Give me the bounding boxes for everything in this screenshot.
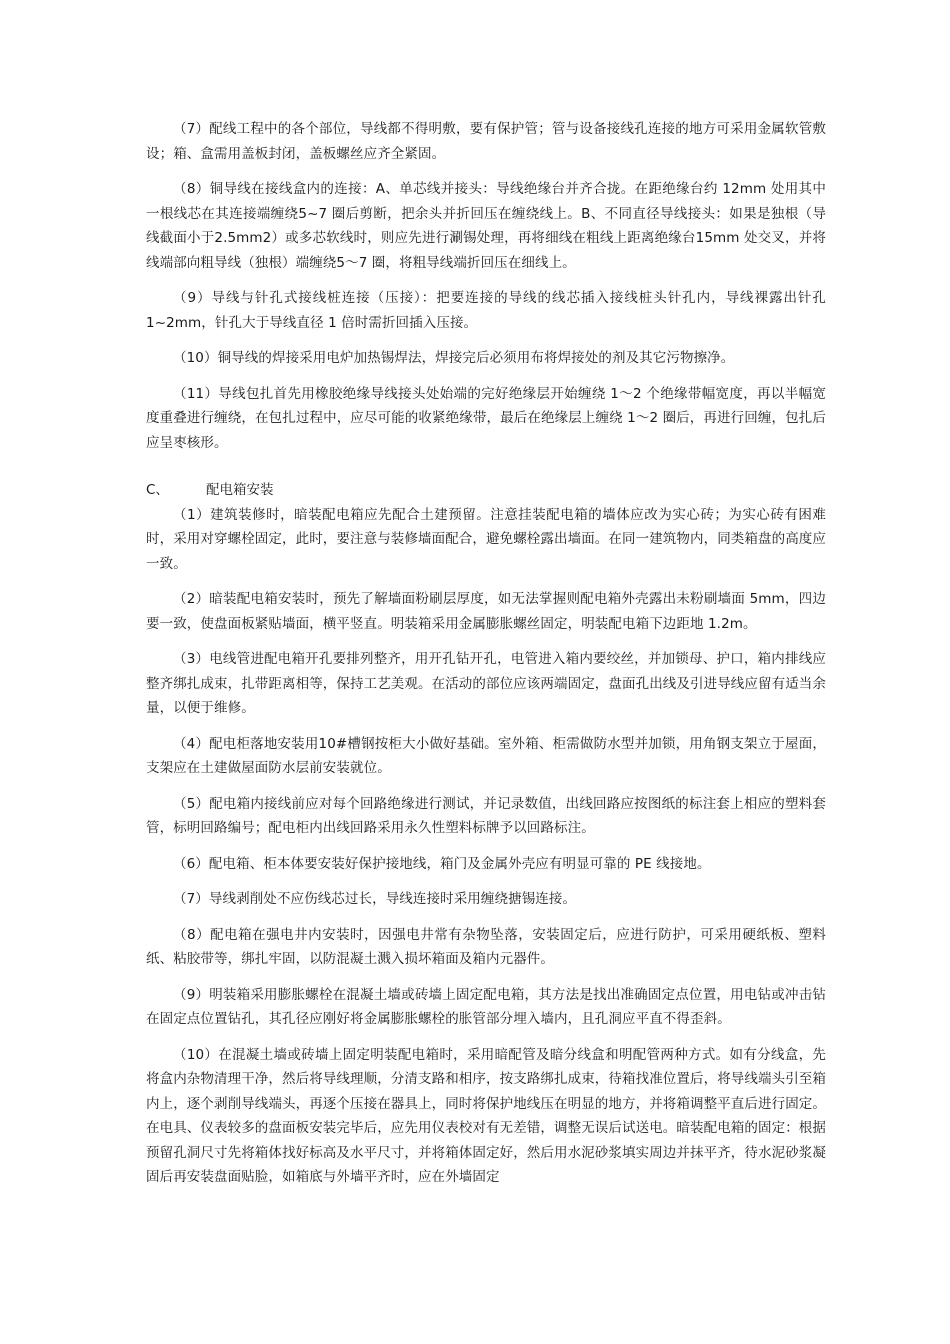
paragraph-8: （8）铜导线在接线盒内的连接：A、单芯线并接头：导线绝缘台并齐合拢。在距绝缘台约 12mm 处用其中一根线芯在其连接端缠绕5~7 圈后剪断，把余头并折回压在缠绕线上。B、不同直径导线接头：如果是独根（导线截面小于2.5mm2）或多芯软线时，则应先进行涮锡处理，再将细线在粗线上距离绝缘台15mm 处交叉，并将线端部向粗导线（独根）端缠绕5～7 圈，将粗导线端折回压在细线上。 [146,181,826,271]
section-c-paragraph-7: （7）导线剥削处不应伤线芯过长，导线连接时采用缠绕搪锡连接。 [173,891,577,907]
section-c-paragraph-1: （1）建筑装修时，暗装配电箱应先配合土建预留。注意挂装配电箱的墙体应改为实心砖；为实心砖有困难时，采用对穿螺栓固定，此时，要注意与装修墙面配合，避免螺栓露出墙面。在同一建筑物内，同类箱盘的高度应一致。 [146,506,826,572]
section-number: C、 [146,482,169,498]
paragraph-11: （11）导线包扎首先用橡胶绝缘导线接头处始端的完好绝缘层开始缠绕 1～2 个绝缘带幅宽度，再以半幅宽度重叠进行缠绕，在包扎过程中，应尽可能的收紧绝缘带，最后在绝缘层上缠绕 1～2 圈后，再进行回缠，包扎后应呈枣核形。 [146,385,826,451]
section-c-paragraph-6: （6）配电箱、柜本体要安装好保护接地线，箱门及金属外壳应有明显可靠的 PE 线接地。 [173,855,711,872]
section-heading [146,478,826,503]
section-title: 配电箱安装 [206,482,274,498]
paragraph-10: （10）铜导线的焊接采用电炉加热锡焊法，焊接完后必须用布将焊接处的剂及其它污物擦净。 [173,350,735,366]
section-c-paragraph-5: （5）配电箱内接线前应对每个回路绝缘进行测试，并记录数值，出线回路应按图纸的标注套上相应的塑料套管，标明回路编号；配电柜内出线回路采用永久性塑料标牌予以回路标注。 [146,795,826,836]
section-c-paragraph-8: （8）配电箱在强电井内安装时，因强电井常有杂物坠落，安装固定后，应进行防护，可采用硬纸板、塑料纸、粘胶带等，绑扎牢固，以防混凝土溅入损坏箱面及箱内元器件。 [146,926,826,967]
section-c-paragraph-4: （4）配电柜落地安装用10#槽钢按柜大小做好基础。室外箱、柜需做防水型并加锁，用角钢支架立于屋面，支架应在土建做屋面防水层前安装就位。 [146,735,826,776]
document-body [146,117,826,1201]
section-c-paragraph-10: （10）在混凝土墙或砖墙上固定明装配电箱时，采用暗配管及暗分线盒和明配管两种方式。如有分线盒，先将盒内杂物清理干净，然后将导线理顺，分清支路和相序，按支路绑扎成束，待箱找准位置后，将导线端头引至箱内上，逐个剥削导线端头，再逐个压接在器具上，同时将保护地线压在明显的地方，并将箱调整平直后进行固定。在电具、仪表较多的盘面板安装完毕后，应先用仪表校对有无差错，调整无误后试送电。暗装配电箱的固定：根据预留孔洞尺寸先将箱体找好标高及水平尺寸，并将箱体固定好，然后用水泥砂浆填实周边并抹平齐，待水泥砂浆凝固后再安装盘面贴脸，如箱底与外墙平齐时，应在外墙固定 [146,1046,826,1185]
section-c-paragraph-3: （3）电线管进配电箱开孔要排列整齐，用开孔钻开孔，电管进入箱内要绞丝，并加锁母、护口，箱内排线应整齐绑扎成束，扎带距离相等，保持工艺美观。在活动的部位应该两端固定，盘面孔出线及引进导线应留有适当余量，以便于维修。 [146,651,826,716]
paragraph-9: （9）导线与针孔式接线桩连接（压接）：把要连接的导线的线芯插入接线桩头针孔内，导线裸露出针孔 1~2mm，针孔大于导线直径 1 倍时需折回插入压接。 [146,290,826,331]
paragraph-7: （7）配线工程中的各个部位，导线都不得明敷，要有保护管；管与设备接线孔连接的地方可采用金属软管敷设；箱、盒需用盖板封闭，盖板螺丝应齐全紧固。 [146,121,826,162]
section-c-paragraph-2: （2）暗装配电箱安装时，预先了解墙面粉刷层厚度，如无法掌握则配电箱外壳露出未粉刷墙面 5mm，四边要一致，使盘面板紧贴墙面，横平竖直。明装箱采用金属膨胀螺丝固定，明装配电箱下边距地 1.2m。 [146,591,826,632]
section-c-paragraph-9: （9）明装箱采用膨胀螺栓在混凝土墙或砖墙上固定配电箱，其方法是找出准确固定点位置，用电钻或冲击钻在固定点位置钻孔，其孔径应刚好将金属膨胀螺栓的胀管部分埋入墙内，且孔洞应平直不得歪斜。 [146,986,826,1027]
